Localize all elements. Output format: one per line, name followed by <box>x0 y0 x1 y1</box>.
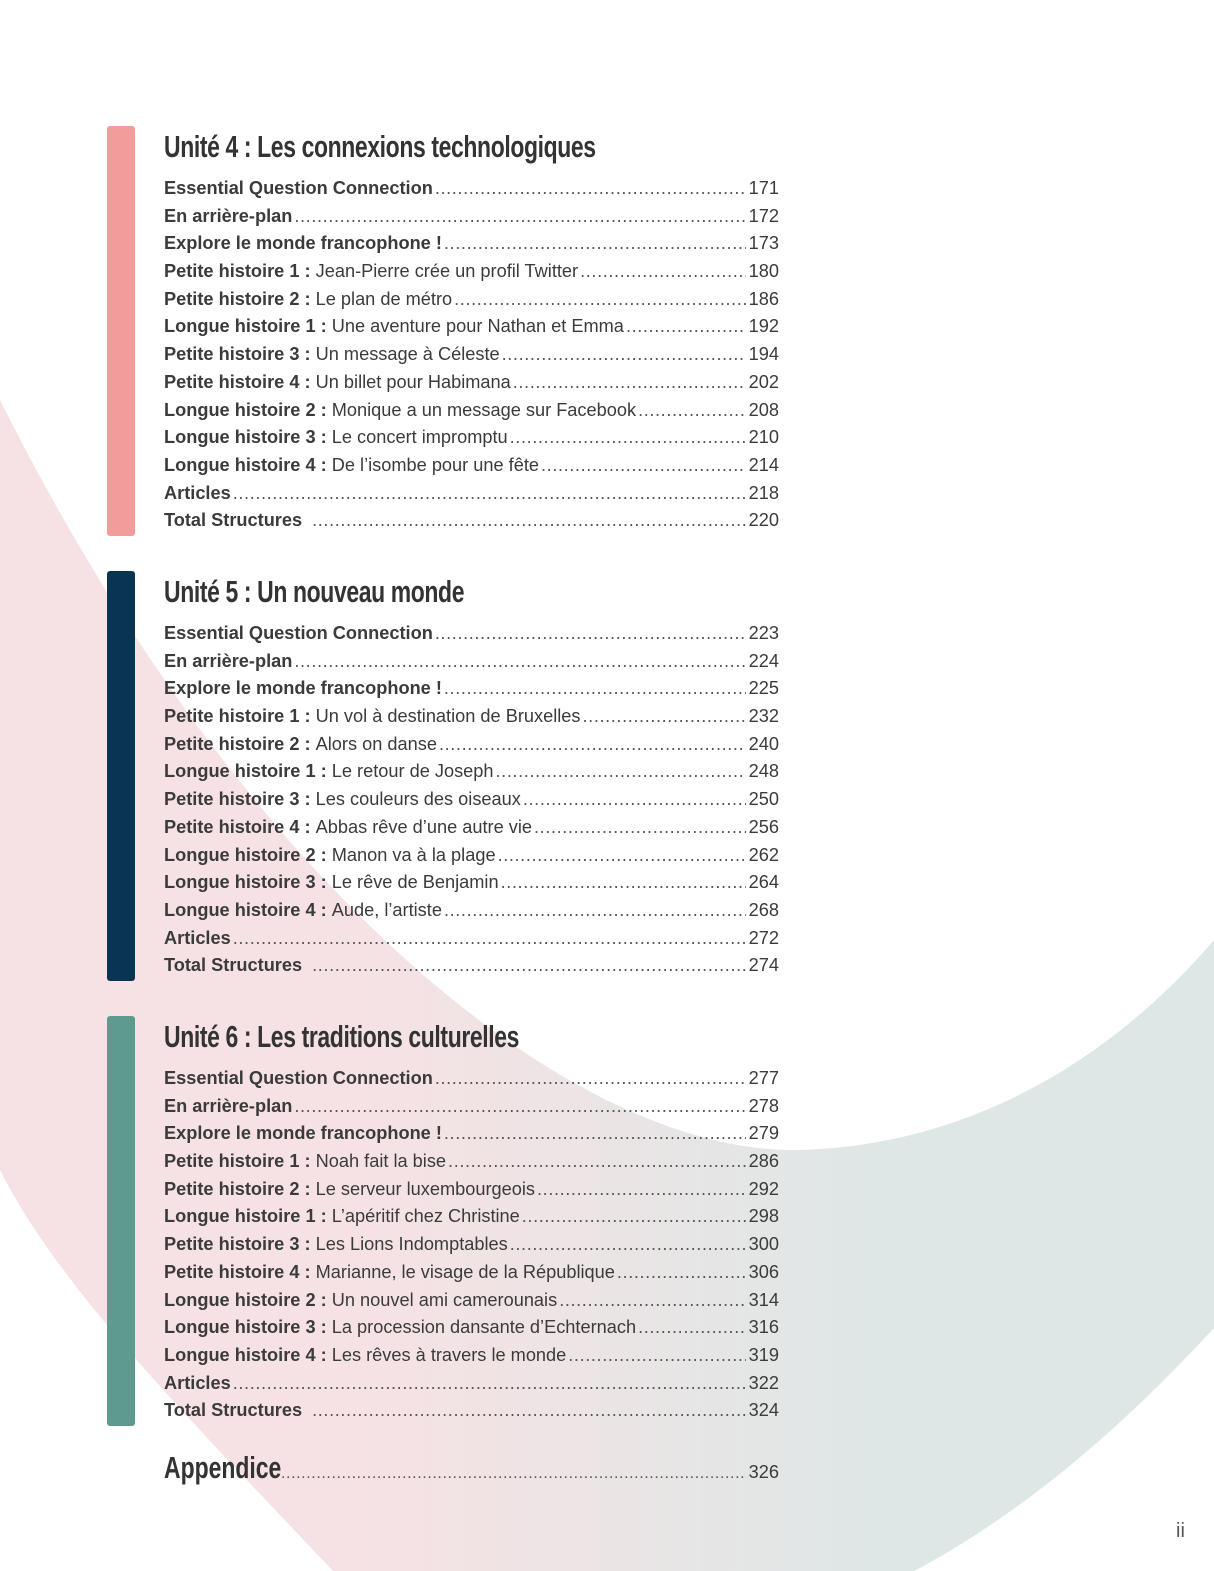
page-number: 264 <box>748 872 779 893</box>
dot-leader <box>454 286 746 314</box>
toc-entry <box>164 897 779 925</box>
page-number: 250 <box>748 789 779 810</box>
toc-entry <box>164 786 779 814</box>
entry-label: Longue histoire 3 : <box>164 1317 327 1338</box>
entry-title: Le rêve de Benjamin <box>331 872 499 893</box>
dot-leader <box>510 424 746 452</box>
toc-appendix-entry <box>164 1450 779 1486</box>
page-number: 272 <box>748 927 779 948</box>
entry-title: Un message à Céleste <box>315 344 500 365</box>
entry-title: Le concert impromptu <box>331 427 508 448</box>
dot-leader <box>312 507 746 535</box>
dot-leader <box>496 758 746 786</box>
toc-entry <box>164 1120 779 1148</box>
page-number: 192 <box>748 316 779 337</box>
toc-entry <box>164 731 779 759</box>
entry-label: Petite histoire 1 : <box>164 1151 311 1172</box>
entry-label: Essential Question Connection <box>164 623 433 643</box>
entry-title: Manon va à la plage <box>331 844 496 865</box>
toc-entry <box>164 203 779 231</box>
dot-leader <box>444 230 746 258</box>
entry-title: Un nouvel ami camerounais <box>331 1289 558 1310</box>
toc-entry <box>164 1397 779 1425</box>
page-number: 172 <box>748 205 779 226</box>
page-number: 256 <box>748 816 779 837</box>
page-number: 306 <box>748 1261 779 1282</box>
entry-label: Petite histoire 4 : <box>164 1261 311 1282</box>
entry-label: En arrière-plan <box>164 1095 293 1116</box>
dot-leader <box>559 1287 745 1315</box>
entry-label: Longue histoire 1 : <box>164 761 327 782</box>
entry-title: Les Lions Indomptables <box>315 1234 508 1255</box>
entry-label: Explore le monde francophone ! <box>164 1123 442 1144</box>
page-number: 210 <box>748 427 779 448</box>
dot-leader <box>638 1314 746 1342</box>
entry-label: Longue histoire 2 : <box>164 399 327 420</box>
dot-leader <box>523 786 746 814</box>
entry-label: Longue histoire 4 : <box>164 454 327 475</box>
page-number: 326 <box>748 1462 779 1482</box>
entry-title: La procession dansante d’Echternach <box>331 1317 637 1338</box>
dot-leader <box>435 1065 746 1093</box>
unit-color-bar <box>107 571 135 981</box>
entry-label: Total Structures <box>164 1400 303 1421</box>
entry-label: Petite histoire 1 : <box>164 261 311 282</box>
page-number: 220 <box>748 510 779 531</box>
dot-leader <box>537 1176 746 1204</box>
dot-leader <box>233 480 746 508</box>
toc-entry <box>164 341 779 369</box>
entry-label: Articles <box>164 482 231 503</box>
page-number: 319 <box>748 1344 779 1365</box>
entry-label: Longue histoire 1 : <box>164 1206 327 1227</box>
entry-label: Explore le monde francophone ! <box>164 678 442 699</box>
toc-entry <box>164 842 779 870</box>
dot-leader <box>294 203 745 231</box>
toc-entry <box>164 952 779 980</box>
toc-entry <box>164 1259 779 1287</box>
toc-entry <box>164 313 779 341</box>
entry-label: Longue histoire 2 : <box>164 844 327 865</box>
page-number: 324 <box>748 1400 779 1421</box>
dot-leader <box>638 397 746 425</box>
entry-label: Petite histoire 2 : <box>164 733 311 754</box>
page-number: 224 <box>748 650 779 671</box>
page-number: 292 <box>748 1178 779 1199</box>
toc-entry <box>164 424 779 452</box>
toc-entry <box>164 1176 779 1204</box>
unit-color-bar <box>107 126 135 536</box>
toc-entry <box>164 258 779 286</box>
entry-title: Aude, l’artiste <box>331 899 442 920</box>
toc-entry <box>164 869 779 897</box>
toc-entry <box>164 648 779 676</box>
entry-title: Les rêves à travers le monde <box>331 1344 567 1365</box>
appendix-title: Appendice <box>164 1450 282 1485</box>
dot-leader <box>617 1259 746 1287</box>
entry-label: Longue histoire 3 : <box>164 872 327 893</box>
entry-label: Essential Question Connection <box>164 1068 433 1088</box>
toc-entry <box>164 1093 779 1121</box>
entry-label: Longue histoire 4 : <box>164 1344 327 1365</box>
dot-leader <box>439 731 746 759</box>
entry-label: En arrière-plan <box>164 650 293 671</box>
page-number: 268 <box>748 899 779 920</box>
toc-entry <box>164 286 779 314</box>
page-number: 186 <box>748 288 779 309</box>
entry-title: Le retour de Joseph <box>331 761 494 782</box>
toc-entry <box>164 175 779 203</box>
toc-entry <box>164 703 779 731</box>
toc-entry <box>164 1203 779 1231</box>
entry-label: En arrière-plan <box>164 205 293 226</box>
entry-label: Total Structures <box>164 955 303 976</box>
folio-page-number: ii <box>1176 1520 1185 1542</box>
page-number: 322 <box>748 1372 779 1393</box>
toc-entry <box>164 1148 779 1176</box>
dot-leader <box>541 452 746 480</box>
toc-entry <box>164 1370 779 1398</box>
dot-leader <box>444 675 746 703</box>
page-number: 279 <box>748 1123 779 1144</box>
toc-entry <box>164 397 779 425</box>
entry-title: Les couleurs des oiseaux <box>315 789 521 810</box>
entry-title: Marianne, le visage de la République <box>315 1261 615 1282</box>
entry-label: Petite histoire 4 : <box>164 371 311 392</box>
entry-label: Essential Question Connection <box>164 178 433 198</box>
entry-label: Longue histoire 3 : <box>164 427 327 448</box>
toc-entry <box>164 1065 779 1093</box>
page-number: 277 <box>748 1068 779 1088</box>
page-number: 278 <box>748 1095 779 1116</box>
dot-leader <box>580 258 746 286</box>
entry-title: Le serveur luxembourgeois <box>315 1178 536 1199</box>
unit-section <box>164 1016 779 1425</box>
toc-entry <box>164 758 779 786</box>
page-number: 248 <box>748 761 779 782</box>
toc-entry <box>164 369 779 397</box>
unit-section <box>164 126 779 535</box>
page-number: 286 <box>748 1151 779 1172</box>
entry-title: Une aventure pour Nathan et Emma <box>331 316 624 337</box>
page-number: 173 <box>748 233 779 254</box>
toc-entry <box>164 1342 779 1370</box>
dot-leader <box>513 369 746 397</box>
dot-leader <box>534 814 746 842</box>
page-number: 225 <box>748 678 779 699</box>
entry-label: Longue histoire 4 : <box>164 899 327 920</box>
dot-leader <box>444 1120 746 1148</box>
dot-leader <box>583 703 746 731</box>
entry-label: Total Structures <box>164 510 303 531</box>
page-number: 218 <box>748 482 779 503</box>
unit-section <box>164 571 779 980</box>
entry-title: Abbas rêve d’une autre vie <box>315 816 532 837</box>
dot-leader <box>498 842 746 870</box>
dot-leader <box>281 1465 746 1483</box>
page-number: 314 <box>748 1289 779 1310</box>
entry-label: Petite histoire 1 : <box>164 706 311 727</box>
dot-leader <box>444 897 746 925</box>
entry-title: L’apéritif chez Christine <box>331 1206 520 1227</box>
toc-entry <box>164 675 779 703</box>
page-number: 223 <box>748 623 779 643</box>
dot-leader <box>501 869 746 897</box>
entry-title: Alors on danse <box>315 733 437 754</box>
toc-entry <box>164 1231 779 1259</box>
page-number: 202 <box>748 371 779 392</box>
dot-leader <box>312 952 746 980</box>
toc-entry <box>164 1314 779 1342</box>
toc-entry <box>164 452 779 480</box>
entry-label: Petite histoire 4 : <box>164 816 311 837</box>
entry-title: Jean-Pierre crée un profil Twitter <box>315 261 579 282</box>
toc-entry <box>164 1287 779 1315</box>
entry-label: Petite histoire 3 : <box>164 344 311 365</box>
dot-leader <box>522 1203 746 1231</box>
page-number: 194 <box>748 344 779 365</box>
entry-title: Un billet pour Habimana <box>315 371 511 392</box>
entry-label: Longue histoire 1 : <box>164 316 327 337</box>
page-number: 300 <box>748 1234 779 1255</box>
toc-entry <box>164 620 779 648</box>
dot-leader <box>568 1342 745 1370</box>
entry-title: De l’isombe pour une fête <box>331 454 540 475</box>
entry-title: Un vol à destination de Bruxelles <box>315 706 581 727</box>
page-number: 232 <box>748 706 779 727</box>
entry-label: Petite histoire 2 : <box>164 1178 311 1199</box>
page-number: 208 <box>748 399 779 420</box>
entry-label: Petite histoire 2 : <box>164 288 311 309</box>
page-number: 214 <box>748 454 779 475</box>
dot-leader <box>233 925 746 953</box>
page-number: 298 <box>748 1206 779 1227</box>
entry-label: Articles <box>164 1372 231 1393</box>
dot-leader <box>448 1148 746 1176</box>
page-number: 240 <box>748 733 779 754</box>
page-number: 274 <box>748 955 779 976</box>
page-number: 180 <box>748 261 779 282</box>
toc-entry <box>164 507 779 535</box>
dot-leader <box>233 1370 746 1398</box>
toc-entry <box>164 230 779 258</box>
page-number: 316 <box>748 1317 779 1338</box>
dot-leader <box>435 175 746 203</box>
unit-color-bar <box>107 1016 135 1426</box>
toc-entry <box>164 925 779 953</box>
entry-title: Le plan de métro <box>315 288 453 309</box>
dot-leader <box>294 648 745 676</box>
entry-title: Noah fait la bise <box>315 1151 447 1172</box>
page-number: 171 <box>748 178 779 198</box>
entry-label: Articles <box>164 927 231 948</box>
dot-leader <box>294 1093 745 1121</box>
unit-title: Unité 6 : Les traditions culturelles <box>164 1019 520 1054</box>
dot-leader <box>435 620 746 648</box>
entry-label: Explore le monde francophone ! <box>164 233 442 254</box>
entry-label: Petite histoire 3 : <box>164 1234 311 1255</box>
page-number: 262 <box>748 844 779 865</box>
dot-leader <box>502 341 746 369</box>
entry-label: Longue histoire 2 : <box>164 1289 327 1310</box>
dot-leader <box>626 313 746 341</box>
entry-title: Monique a un message sur Facebook <box>331 399 637 420</box>
dot-leader <box>510 1231 746 1259</box>
dot-leader <box>312 1397 746 1425</box>
entry-label: Petite histoire 3 : <box>164 789 311 810</box>
toc-entry <box>164 814 779 842</box>
toc-entry <box>164 480 779 508</box>
unit-title: Unité 5 : Un nouveau monde <box>164 574 465 609</box>
unit-title: Unité 4 : Les connexions technologiques <box>164 129 596 164</box>
